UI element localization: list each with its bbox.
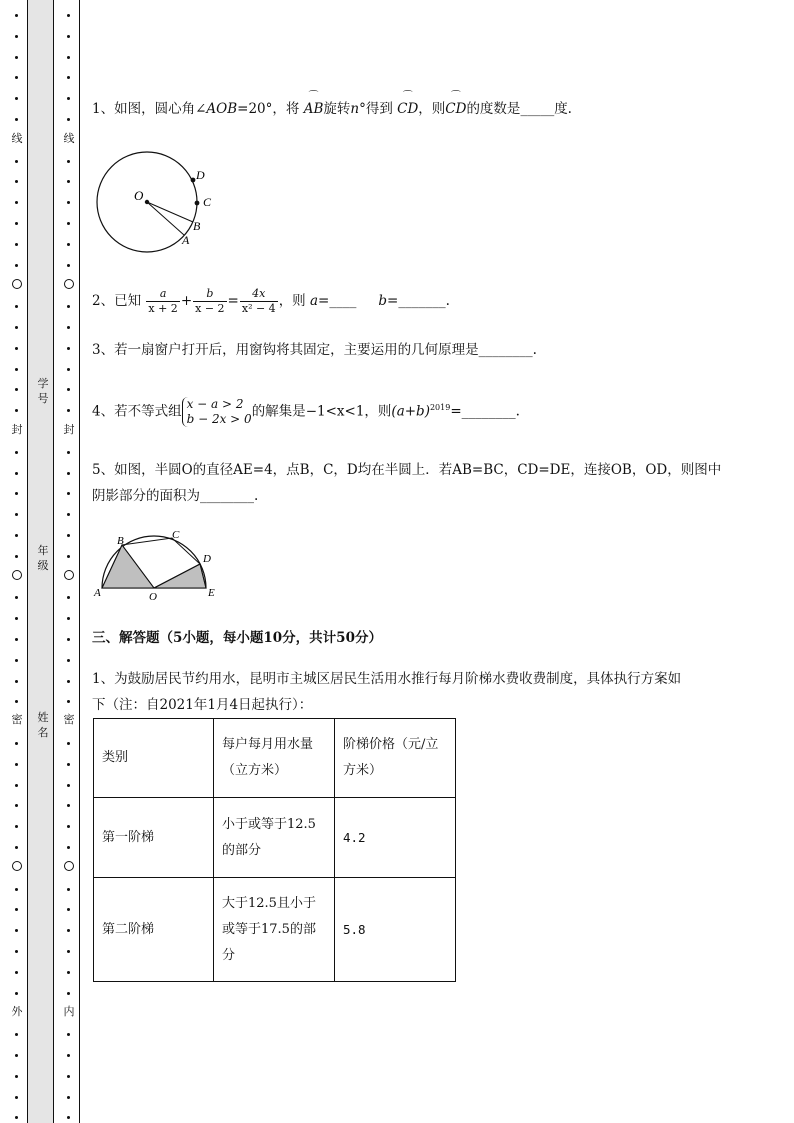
dot: [67, 763, 70, 766]
header-usage: 每户每月用水量（立方米）: [214, 719, 335, 798]
q5-line-2: 阴影部分的面积为: [92, 488, 200, 504]
arc-cd-2: [445, 91, 467, 122]
dot: [67, 451, 70, 454]
inner-dotted-column: [64, 0, 74, 1123]
question-5: [92, 457, 752, 509]
dot: [67, 97, 70, 100]
inequality-line-1: x − a > 2: [186, 397, 244, 411]
q1-text: =20°，将: [237, 101, 300, 117]
radius-ob: [147, 202, 193, 222]
q4-text: ，则: [364, 403, 392, 420]
question-number: 1、: [92, 671, 115, 687]
fraction-numerator: 4x: [240, 287, 278, 302]
label-o: O: [134, 188, 144, 203]
dot: [15, 742, 18, 745]
answer-blank: ________.: [478, 342, 537, 358]
dot: [67, 992, 70, 995]
cell-category: 第一阶梯: [94, 798, 214, 878]
dot: [15, 305, 18, 308]
fraction-numerator: b: [193, 287, 226, 302]
dot: [15, 409, 18, 412]
label-a: A: [182, 233, 190, 247]
dot: [15, 784, 18, 787]
semicircle-figure: [92, 526, 222, 602]
label-d: D: [203, 553, 211, 565]
binding-mark: 封: [9, 423, 25, 437]
label-c: C: [172, 529, 180, 541]
exponent: 2019: [429, 403, 451, 412]
dot: [15, 492, 18, 495]
dot: [15, 368, 18, 371]
dot: [67, 180, 70, 183]
dot: [15, 97, 18, 100]
binding-mark: 线: [61, 132, 77, 146]
label-e: E: [208, 587, 215, 599]
dot: [15, 825, 18, 828]
fraction-b: [193, 287, 226, 316]
dot: [15, 264, 18, 267]
dot: [67, 680, 70, 683]
field-label-grade: 年级: [37, 544, 49, 572]
point-c: [195, 201, 200, 206]
binding-mark: 内: [61, 1005, 77, 1019]
dot: [15, 14, 18, 17]
q1-text: 度.: [554, 101, 572, 117]
dot: [67, 700, 70, 703]
dot: [15, 1033, 18, 1036]
circle-mark-icon: [12, 570, 22, 580]
question-2: [92, 284, 752, 318]
fraction-numerator: a: [146, 287, 179, 302]
arc-mark-icon: ⌒: [450, 91, 461, 102]
question-3: [92, 337, 752, 363]
dot: [67, 513, 70, 516]
dot: [67, 118, 70, 121]
label-c: C: [203, 195, 212, 209]
q1-text: °得到: [359, 101, 393, 117]
answer-a-label: a=: [309, 293, 330, 309]
circle-mark-icon: [64, 279, 74, 289]
dot: [67, 908, 70, 911]
label-o: O: [149, 591, 157, 602]
q3-text: 若一扇窗户打开后，用窗钩将其固定，主要运用的几何原理是: [114, 342, 479, 358]
dot: [67, 950, 70, 953]
radius-oa: [147, 202, 184, 235]
dot: [15, 659, 18, 662]
label-b: B: [117, 535, 124, 547]
q1-text: 如图，圆心角∠: [114, 101, 207, 117]
binding-mark: 封: [61, 423, 77, 437]
dot: [67, 555, 70, 558]
dot: [67, 804, 70, 807]
section-3-title: 三、解答题（5小题，每小题10分，共计50分）: [92, 630, 382, 646]
answer-blank: _____: [520, 101, 555, 117]
dot: [67, 56, 70, 59]
dot: [67, 222, 70, 225]
fraction-denominator: x² − 4: [241, 302, 276, 315]
dot: [15, 326, 18, 329]
q2-text: 已知: [114, 293, 142, 309]
binding-margin: [0, 0, 84, 1123]
dot: [67, 14, 70, 17]
q1-text: ，则: [418, 101, 446, 117]
dot: [15, 617, 18, 620]
header-category: 类别: [94, 719, 214, 798]
arc-label: AB: [303, 101, 324, 117]
dot: [67, 472, 70, 475]
dot: [15, 347, 18, 350]
dot: [15, 201, 18, 204]
outer-dotted-column: [12, 0, 22, 1123]
fraction-denominator: x − 2: [195, 302, 225, 315]
arc-label: CD: [397, 101, 419, 117]
dot: [15, 971, 18, 974]
dot: [15, 118, 18, 121]
binding-mark: 外: [9, 1005, 25, 1019]
dot: [67, 1054, 70, 1057]
dot: [67, 368, 70, 371]
dot: [15, 992, 18, 995]
q1-text: 的度数是: [466, 101, 521, 117]
circle-mark-icon: [64, 570, 74, 580]
circle-figure: [92, 148, 232, 260]
binding-mark: 密: [61, 713, 77, 727]
dot: [15, 451, 18, 454]
s1-line-1: 为鼓励居民节约用水，昆明市主城区居民生活用水推行每月阶梯水费收费制度，具体执行方案如: [114, 671, 682, 687]
dot: [15, 35, 18, 38]
dot: [67, 1096, 70, 1099]
q1-text: 旋转: [323, 101, 351, 117]
fraction-denominator: x + 2: [148, 302, 178, 315]
angle-name: AOB: [206, 101, 238, 117]
dot: [67, 264, 70, 267]
circle-mark-icon: [64, 861, 74, 871]
dot: [67, 1075, 70, 1078]
cell-usage: 大于12.5且小于或等于17.5的部分: [214, 878, 335, 982]
dot: [67, 617, 70, 620]
dot: [15, 243, 18, 246]
dot: [67, 201, 70, 204]
dot: [15, 1096, 18, 1099]
variable-n: n: [350, 101, 360, 117]
dot: [67, 76, 70, 79]
question-number: 4、: [92, 403, 115, 420]
solve-question-1: [92, 666, 752, 718]
dot: [15, 700, 18, 703]
q2-text: ，则: [278, 293, 306, 309]
cell-usage: 小于或等于12.5的部分: [214, 798, 335, 878]
dot: [67, 35, 70, 38]
dot: [15, 1075, 18, 1078]
dot: [15, 1054, 18, 1057]
dot: [15, 180, 18, 183]
dot: [67, 305, 70, 308]
answer-blank: ________.: [200, 488, 259, 504]
s1-line-2: 下（注：自2021年1月4日起执行）：: [92, 697, 313, 713]
dot: [15, 950, 18, 953]
dot: [67, 160, 70, 163]
answer-b-label: b=: [378, 293, 399, 309]
table-header-row: [94, 719, 456, 798]
dot: [67, 596, 70, 599]
dot: [15, 908, 18, 911]
point-d: [191, 178, 196, 183]
dot: [15, 513, 18, 516]
dot: [15, 763, 18, 766]
dot: [67, 846, 70, 849]
equals-sign: =: [450, 403, 462, 420]
cell-category: 第二阶梯: [94, 878, 214, 982]
question-number: 5、: [92, 462, 115, 478]
inequality-system: [182, 397, 252, 427]
water-tariff-table: [93, 718, 456, 982]
dot: [67, 888, 70, 891]
field-label-name: 姓名: [37, 711, 49, 739]
table-row: [94, 798, 456, 878]
dot: [67, 659, 70, 662]
dot: [67, 492, 70, 495]
binding-mark: 密: [9, 713, 25, 727]
answer-blank-b: _______.: [398, 293, 450, 309]
margin-divider-line: [79, 0, 80, 1123]
expression: (a+b): [391, 403, 430, 420]
arc-ab: [303, 91, 324, 122]
binding-mark: 线: [9, 132, 25, 146]
arc-mark-icon: ⌒: [308, 91, 319, 102]
arc-label: CD: [445, 101, 467, 117]
dot: [15, 846, 18, 849]
cell-price: 5.8: [335, 878, 456, 982]
dot: [67, 409, 70, 412]
dot: [15, 929, 18, 932]
equals-sign: =: [227, 293, 239, 309]
dot: [15, 222, 18, 225]
label-d: D: [196, 168, 205, 182]
answer-blank: ________.: [461, 403, 520, 420]
table-row: [94, 878, 456, 982]
dot: [15, 680, 18, 683]
dot: [67, 971, 70, 974]
dot: [15, 888, 18, 891]
cell-price: 4.2: [335, 798, 456, 878]
dot: [67, 1033, 70, 1036]
arc-cd: [397, 91, 419, 122]
dot: [15, 1116, 18, 1119]
shaded-region-left: [102, 545, 154, 588]
dot: [15, 56, 18, 59]
circle-mark-icon: [12, 279, 22, 289]
plus-sign: +: [180, 293, 193, 309]
arc-mark-icon: ⌒: [402, 91, 413, 102]
dot: [15, 388, 18, 391]
dot: [15, 596, 18, 599]
header-price: 阶梯价格（元/立方米）: [335, 719, 456, 798]
dot: [15, 160, 18, 163]
dot: [15, 638, 18, 641]
dot: [15, 555, 18, 558]
label-b: B: [193, 219, 201, 233]
circle-mark-icon: [12, 861, 22, 871]
dot: [15, 534, 18, 537]
dot: [67, 347, 70, 350]
dot: [15, 76, 18, 79]
question-number: 1、: [92, 101, 115, 117]
question-number: 2、: [92, 293, 115, 309]
dot: [67, 929, 70, 932]
question-number: 3、: [92, 342, 115, 358]
label-a: A: [94, 587, 101, 599]
fraction-rhs: [240, 287, 278, 316]
answer-blank-a: ____: [329, 293, 357, 309]
dot: [67, 638, 70, 641]
question-1: [92, 91, 752, 122]
question-4: [92, 390, 752, 430]
dot: [67, 1116, 70, 1119]
dot: [67, 825, 70, 828]
inequality-line-2: b − 2x > 0: [186, 412, 252, 426]
dot: [15, 804, 18, 807]
solution-range: −1<x<1: [305, 403, 365, 420]
dot: [67, 326, 70, 329]
dot: [67, 388, 70, 391]
q5-line-1: 如图，半圆O的直径AE=4，点B，C，D均在半圆上．若AB=BC，CD=DE，连接OB，OD，则图中: [114, 462, 722, 478]
dot: [67, 243, 70, 246]
dot: [67, 742, 70, 745]
q4-text: 若不等式组: [114, 403, 182, 420]
fraction-a: [146, 287, 179, 316]
field-label-student-id: 学号: [37, 377, 49, 405]
dot: [67, 534, 70, 537]
dot: [15, 472, 18, 475]
dot: [67, 784, 70, 787]
q4-text: 的解集是: [251, 403, 306, 420]
